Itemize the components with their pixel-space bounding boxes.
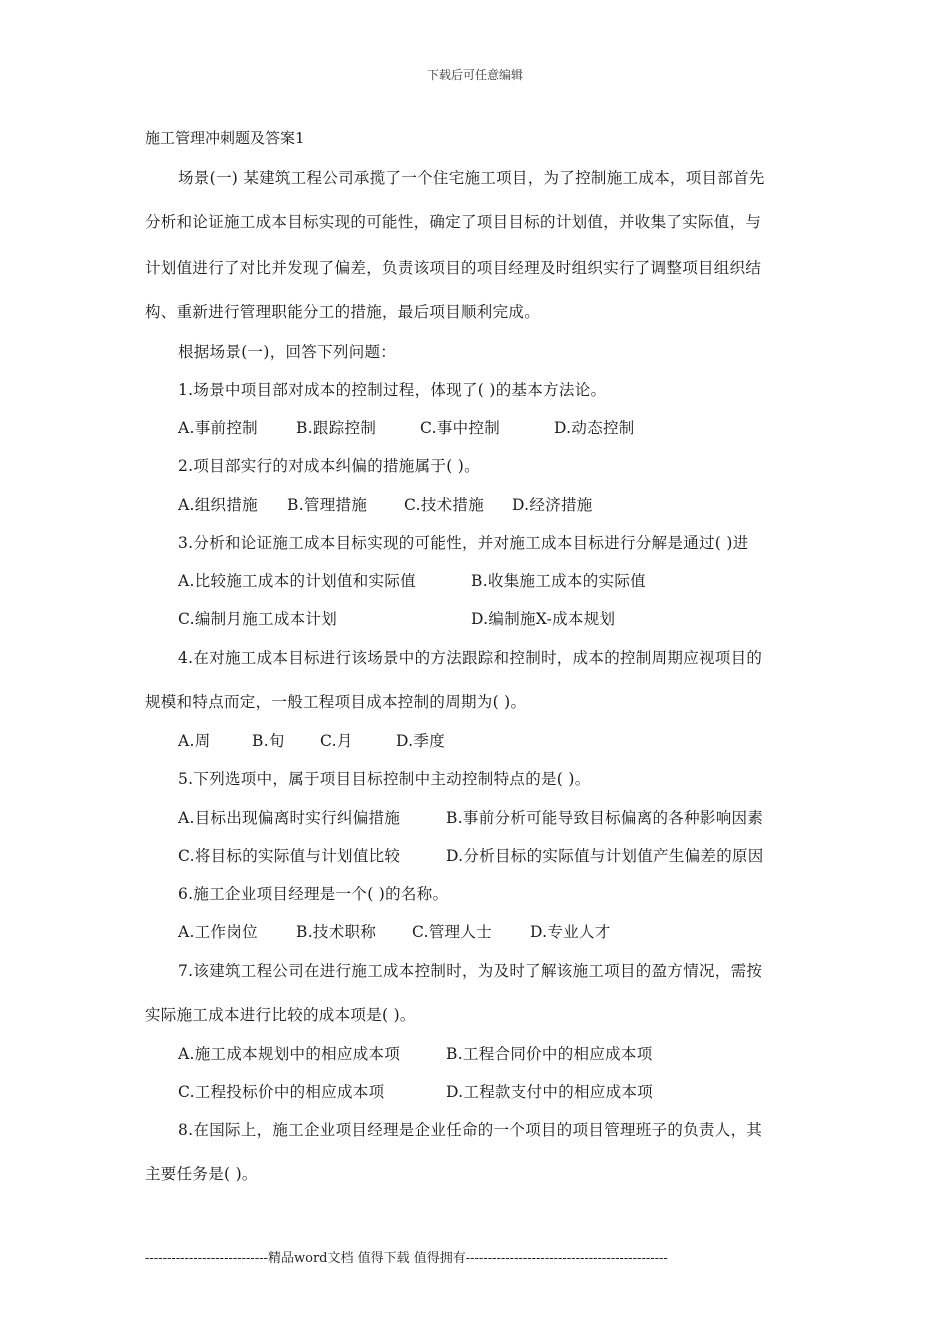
- question-5-option-a: A.目标出现偏离时实行纠偏措施: [178, 809, 401, 827]
- question-3-stem: 3.分析和论证施工成本目标实现的可能性，并对施工成本目标进行分解是通过( )进: [178, 534, 749, 552]
- scenario-line: 分析和论证施工成本目标实现的可能性，确定了项目目标的计划值，并收集了实际值，与: [145, 213, 762, 231]
- question-2-stem: 2.项目部实行的对成本纠偏的措施属于( )。: [178, 457, 480, 475]
- question-5-stem: 5.下列选项中，属于项目目标控制中主动控制特点的是( )。: [178, 770, 591, 788]
- question-2-option-a: A.组织措施: [178, 496, 258, 514]
- question-3-option-a: A.比较施工成本的计划值和实际值: [178, 572, 416, 590]
- question-5-option-c: C.将目标的实际值与计划值比较: [178, 847, 401, 865]
- question-1-option-a: A.事前控制: [178, 419, 258, 437]
- question-2-option-b: B.管理措施: [287, 496, 368, 514]
- question-7-option-b: B.工程合同价中的相应成本项: [446, 1045, 653, 1063]
- question-3-option-d: D.编制施X-成本规划: [471, 610, 616, 628]
- question-4-option-b: B.旬: [252, 732, 285, 750]
- scenario-line: 场景(一) 某建筑工程公司承揽了一个住宅施工项目，为了控制施工成本，项目部首先: [178, 169, 765, 187]
- question-6-option-a: A.工作岗位: [178, 923, 258, 941]
- question-1-option-c: C.事中控制: [420, 419, 501, 437]
- page-header: 下载后可任意编辑: [426, 68, 523, 82]
- question-8-stem: 8.在国际上，施工企业项目经理是企业任命的一个项目的项目管理班子的负责人，其: [178, 1121, 763, 1139]
- page-footer: ----------------------------精品word文档 值得下载 值得拥有----------------------------------------------: [145, 1251, 668, 1266]
- question-7-stem: 实际施工成本进行比较的成本项是( )。: [145, 1006, 416, 1024]
- question-1-option-d: D.动态控制: [554, 419, 635, 437]
- question-4-option-d: D.季度: [396, 732, 446, 750]
- question-3-option-c: C.编制月施工成本计划: [178, 610, 338, 628]
- question-4-stem: 规模和特点而定，一般工程项目成本控制的周期为( )。: [145, 693, 527, 711]
- question-6-option-c: C.管理人士: [412, 923, 493, 941]
- question-2-option-d: D.经济措施: [512, 496, 593, 514]
- question-6-stem: 6.施工企业项目经理是一个( )的名称。: [178, 885, 449, 903]
- instruction-text: 根据场景(一)，回答下列问题：: [178, 343, 397, 361]
- question-4-stem: 4.在对施工成本目标进行该场景中的方法跟踪和控制时，成本的控制周期应视项目的: [178, 649, 763, 667]
- question-7-option-d: D.工程款支付中的相应成本项: [446, 1083, 654, 1101]
- question-1-option-b: B.跟踪控制: [296, 419, 377, 437]
- question-6-option-d: D.专业人才: [530, 923, 611, 941]
- question-7-option-a: A.施工成本规划中的相应成本项: [178, 1045, 401, 1063]
- question-4-option-a: A.周: [178, 732, 211, 750]
- question-7-option-c: C.工程投标价中的相应成本项: [178, 1083, 385, 1101]
- question-1-stem: 1.场景中项目部对成本的控制过程，体现了( )的基本方法论。: [178, 381, 607, 399]
- question-6-option-b: B.技术职称: [296, 923, 377, 941]
- question-5-option-d: D.分析目标的实际值与计划值产生偏差的原因: [446, 847, 764, 865]
- document-title: 施工管理冲刺题及答案1: [145, 129, 305, 147]
- question-3-option-b: B.收集施工成本的实际值: [471, 572, 646, 590]
- question-2-option-c: C.技术措施: [404, 496, 485, 514]
- question-7-stem: 7.该建筑工程公司在进行施工成本控制时，为及时了解该施工项目的盈方情况，需按: [178, 962, 763, 980]
- question-5-option-b: B.事前分析可能导致目标偏离的各种影响因素: [446, 809, 764, 827]
- scenario-line: 计划值进行了对比并发现了偏差，负责该项目的项目经理及时组织实行了调整项目组织结: [145, 259, 762, 277]
- question-8-stem: 主要任务是( )。: [145, 1165, 258, 1183]
- question-4-option-c: C.月: [320, 732, 353, 750]
- scenario-line: 构、重新进行管理职能分工的措施，最后项目顺利完成。: [145, 303, 541, 321]
